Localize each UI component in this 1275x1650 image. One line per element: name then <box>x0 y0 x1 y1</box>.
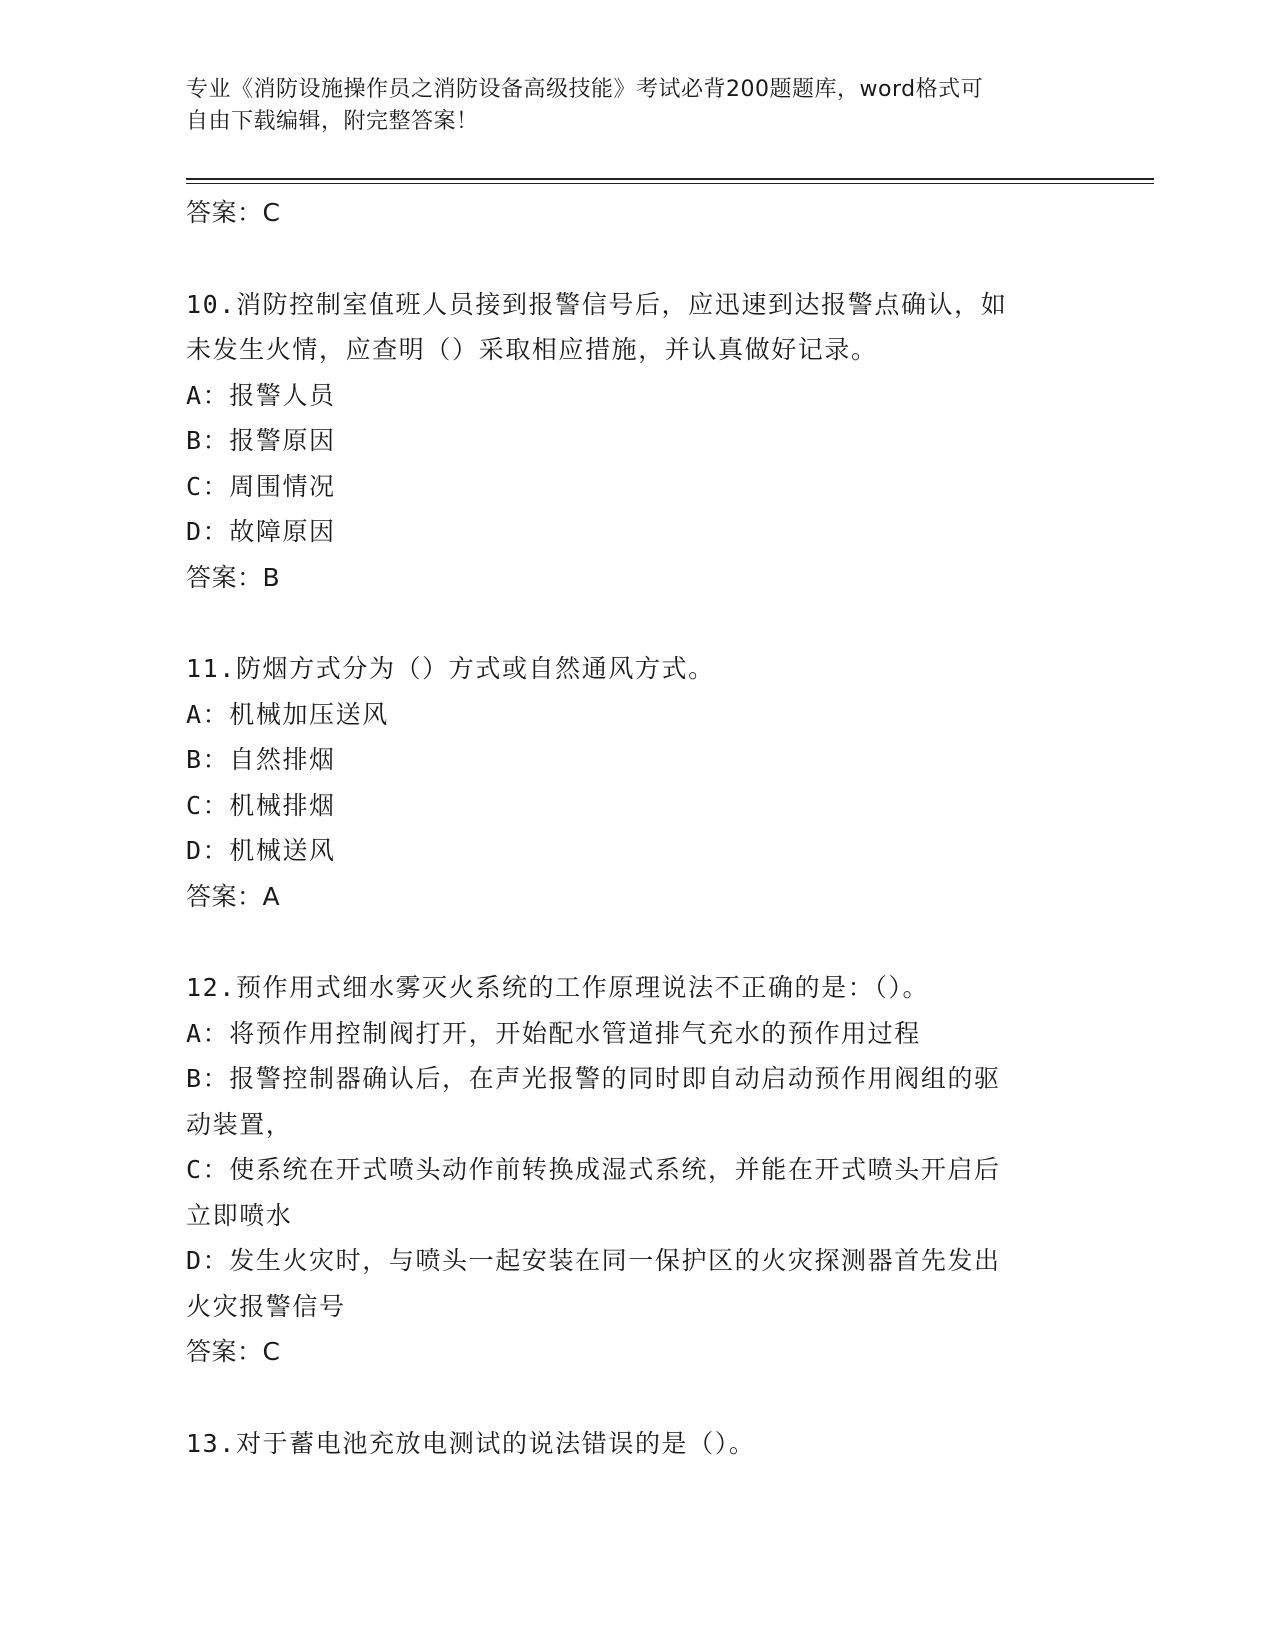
option-c: C：机械排烟 <box>186 790 336 820</box>
question-text: 11.防烟方式分为（）方式或自然通风方式。 <box>186 654 715 683</box>
option-b: B：报警控制器确认后，在声光报警的同时即自动启动预作用阀组的驱 <box>186 1064 1001 1093</box>
header-line: 专业《消防设施操作员之消防设备高级技能》考试必背200题题库，word格式可 <box>186 77 984 102</box>
answer: 答案：C <box>186 1337 281 1366</box>
option-a: A：报警人员 <box>186 380 336 410</box>
option-d-cont: 火灾报警信号 <box>186 1291 346 1321</box>
answer: 答案：B <box>186 562 281 592</box>
question-text: 未发生火情，应查明（）采取相应措施，并认真做好记录。 <box>186 335 878 364</box>
question-10 <box>186 282 1076 601</box>
answer: 答案：A <box>186 881 281 911</box>
header-divider <box>186 178 1154 180</box>
document-body <box>186 190 1076 1466</box>
document-header <box>186 74 1066 138</box>
option-a: A：机械加压送风 <box>186 699 389 729</box>
question-text: 13.对于蓄电池充放电测试的说法错误的是（）。 <box>186 1428 756 1458</box>
option-b-cont: 动装置， <box>186 1109 293 1139</box>
question-12 <box>186 965 1076 1375</box>
spacer <box>186 1375 1076 1421</box>
option-b: B：报警原因 <box>186 426 336 455</box>
question-text: 12.预作用式细水雾灭火系统的工作原理说法不正确的是：（）。 <box>186 973 930 1002</box>
option-d: D：机械送风 <box>186 836 336 865</box>
option-d: D：故障原因 <box>186 517 336 546</box>
answer-9: 答案：C <box>186 198 281 227</box>
option-c-cont: 立即喷水 <box>186 1200 293 1230</box>
header-line: 自由下载编辑，附完整答案！ <box>186 109 479 134</box>
question-11 <box>186 646 1076 919</box>
option-d: D：发生火灾时，与喷头一起安装在同一保护区的火灾探测器首先发出 <box>186 1246 1001 1275</box>
option-b: B：自然排烟 <box>186 745 336 774</box>
option-a: A：将预作用控制阀打开，开始配水管道排气充水的预作用过程 <box>186 1018 921 1048</box>
question-13 <box>186 1421 1076 1467</box>
spacer <box>186 236 1076 282</box>
question-text: 10.消防控制室值班人员接到报警信号后，应迅速到达报警点确认，如 <box>186 289 1008 319</box>
header-divider-thin <box>186 183 1154 184</box>
option-c: C：周围情况 <box>186 471 336 501</box>
option-c: C：使系统在开式喷头动作前转换成湿式系统，并能在开式喷头开启后 <box>186 1155 1001 1184</box>
spacer <box>186 919 1076 965</box>
spacer <box>186 600 1076 646</box>
